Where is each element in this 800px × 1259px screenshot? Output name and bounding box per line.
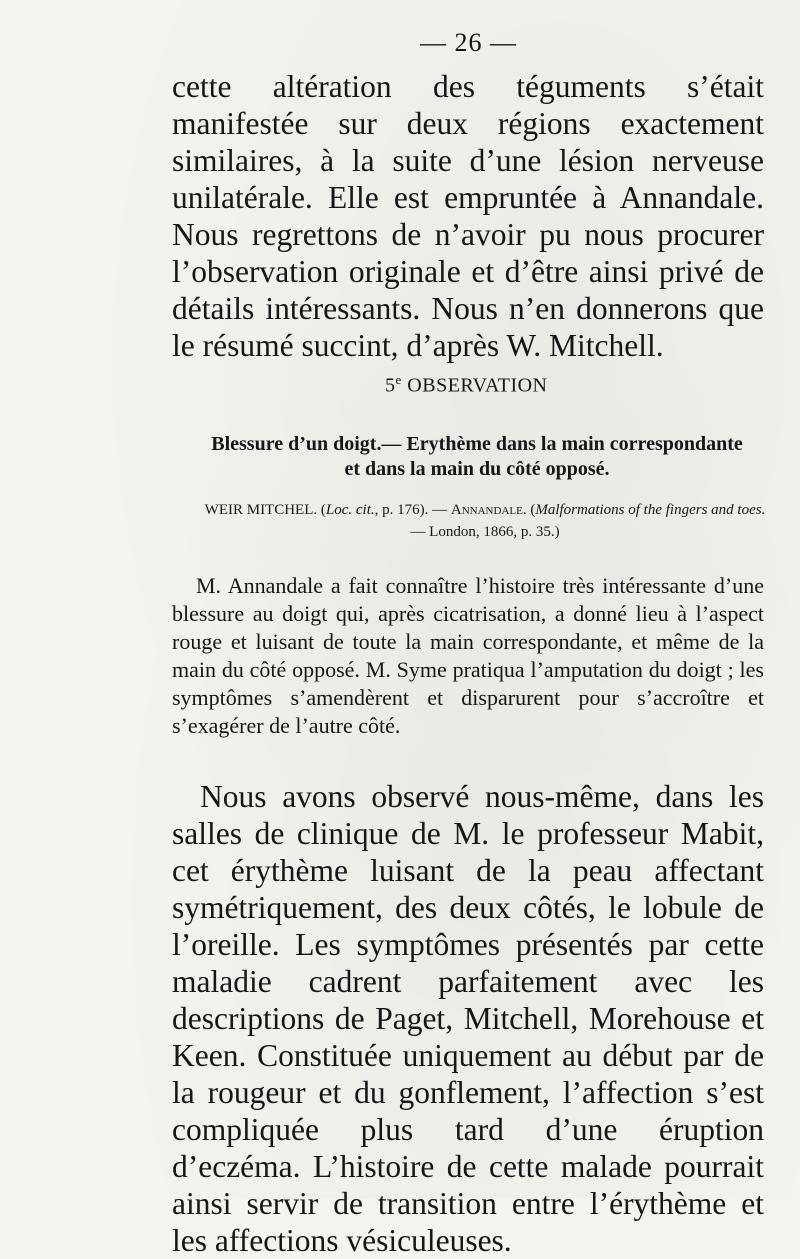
paragraph-annandale: M. Annandale a fait connaître l’histoire très intéressante d’une blessure au doigt qui, après cicatrisation, a donné lieu à l’aspect rouge et luisant de toute la main correspondante, et même de la main du côté opposé. M. Syme pratiqua l’amputation du doigt ; les symptômes s’amendèrent et disparurent pour s’accroître et s’exagérer de l’autre côté. [172,573,764,738]
subtitle-line-1: Blessure d’un doigt.— Erythème dans la main correspondante [211,433,743,455]
citation-part-4: — London, 1866, p. 35.) [410,524,560,540]
heading-number: 5 [385,374,396,397]
paragraph-intro: cette altération des téguments s’était manifestée sur deux régions exactement similaires, à la suite d’une lésion nerveuse unilatérale. Elle est empruntée à Annandale. Nous regrettons de n’avoir pu nous procurer l’observation originale et d’être ainsi privé de détails intéressants. Nous n’en donnerons que le résumé succint, d’après W. Mitchell. [172,69,764,363]
citation-part-3: . ( [522,502,536,518]
page-number: — 26 — [420,28,517,57]
citation-work-title: Malformations of the fingers and toes. [535,502,766,518]
citation-author: Annandale [450,502,523,518]
observation-subtitle [190,432,764,482]
citation-part-2: , p. 176). — [374,502,451,518]
subtitle-line-2: et dans la main du côté opposé. [344,458,610,480]
heading-superscript: e [395,372,402,387]
citation-part-1: WEIR MITCHEL. ( [204,502,326,518]
observation-heading [385,372,548,398]
citation [200,499,770,543]
paragraph-clinical-observation: Nous avons observé nous-même, dans les salles de clinique de M. le professeur Mabit, cet érythème luisant de la peau affectant symétriquement, des deux côtés, le lobule de l’oreille. Les symptômes présentés par cette maladie cadrent parfaitement avec les descriptions de Paget, Mitchell, Morehouse et Keen. Constituée uniquement au début par de la rougeur et du gonflement, l’affection s’est compliquée plus tard d’une éruption d’eczéma. L’histoire de cette malade pourrait ainsi servir de transition entre l’érythème et les affections vésiculeuses. [172,779,764,1258]
citation-loc-cit: Loc. cit. [325,502,375,518]
heading-text: OBSERVATION [407,374,548,397]
